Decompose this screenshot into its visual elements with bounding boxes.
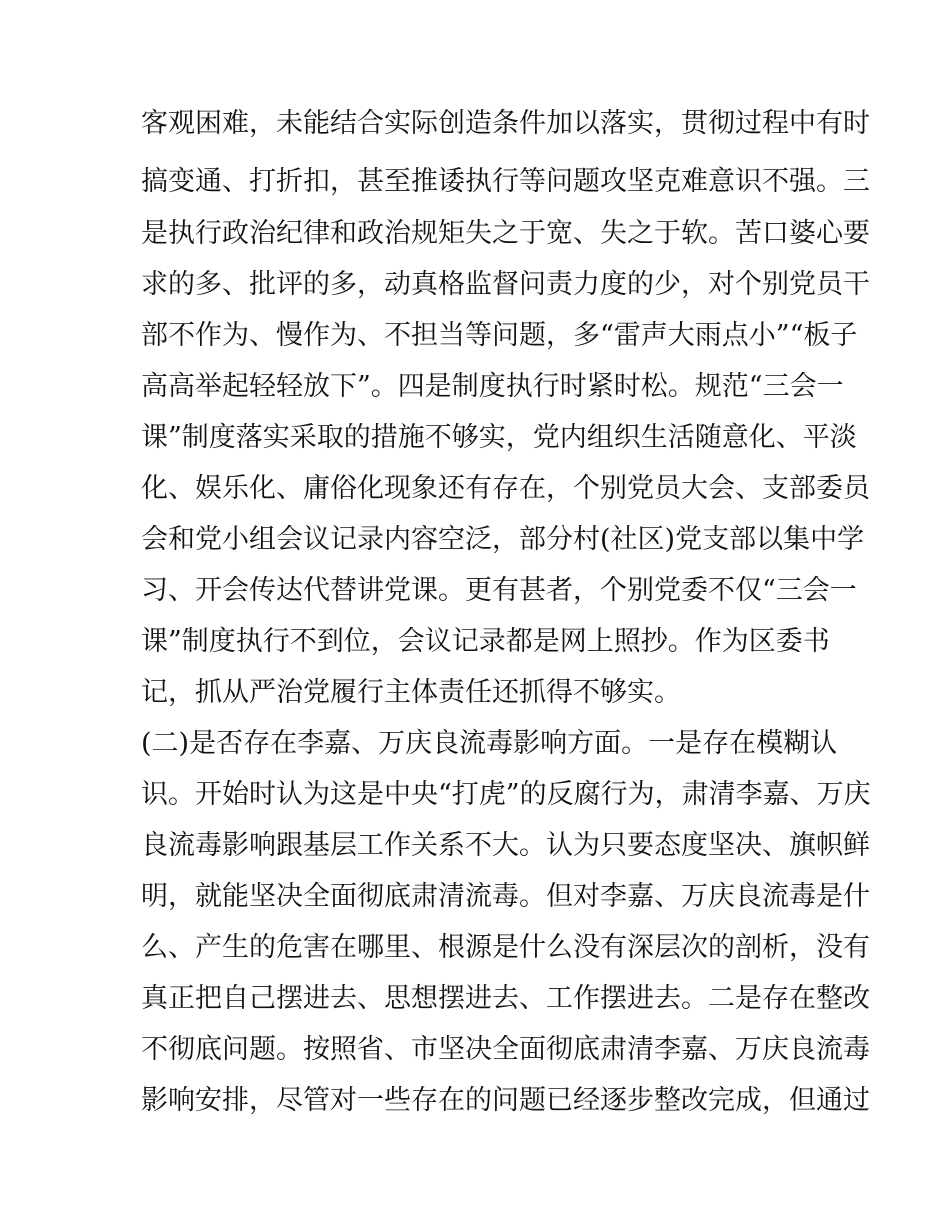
text-line-12: 记，抓从严治党履行主体责任还抓得不够实。	[141, 677, 681, 708]
text-line-15: 良流毒影响跟基层工作关系不大。认为只要态度坚决、旗帜鲜	[141, 830, 870, 861]
text-line-10: 习、开会传达代替讲党课。更有甚者，个别党委不仅“三会一	[141, 575, 857, 606]
text-line-1: 客观困难，未能结合实际创造条件加以落实，贯彻过程中有时	[141, 108, 870, 139]
text-line-17: 么、产生的危害在哪里、根源是什么没有深层次的剖析，没有	[141, 932, 870, 963]
text-line-16: 明，就能坚决全面彻底肃清流毒。但对李嘉、万庆良流毒是什	[141, 881, 870, 912]
text-line-20: 影响安排，尽管对一些存在的问题已经逐步整改完成，但通过	[141, 1085, 870, 1116]
text-line-19: 不彻底问题。按照省、市坚决全面彻底肃清李嘉、万庆良流毒	[141, 1034, 870, 1065]
text-line-3: 是执行政治纪律和政治规矩失之于宽、失之于软。苦口婆心要	[141, 218, 870, 249]
text-line-11: 课”制度执行不到位，会议记录都是网上照抄。作为区委书	[141, 626, 830, 657]
text-line-8: 化、娱乐化、庸俗化现象还有存在，个别党员大会、支部委员	[141, 473, 870, 504]
text-line-7: 课”制度落实采取的措施不够实，党内组织生活随意化、平淡	[141, 422, 857, 453]
text-line-14: 识。开始时认为这是中央“打虎”的反腐行为，肃清李嘉、万庆	[141, 779, 871, 810]
text-line-13: (二)是否存在李嘉、万庆良流毒影响方面。一是存在模糊认	[141, 728, 838, 759]
text-line-4: 求的多、批评的多，动真格监督问责力度的少，对个别党员干	[141, 269, 870, 300]
text-line-18: 真正把自己摆进去、思想摆进去、工作摆进去。二是存在整改	[141, 983, 870, 1014]
text-line-2: 搞变通、打折扣，甚至推诿执行等问题攻坚克难意识不强。三	[141, 166, 870, 197]
text-line-9: 会和党小组会议记录内容空泛，部分村(社区)党支部以集中学	[141, 524, 865, 555]
text-line-6: 高高举起轻轻放下”。四是制度执行时紧时松。规范“三会一	[141, 371, 844, 402]
text-line-5: 部不作为、慢作为、不担当等问题，多“雷声大雨点小”“板子	[141, 320, 858, 351]
